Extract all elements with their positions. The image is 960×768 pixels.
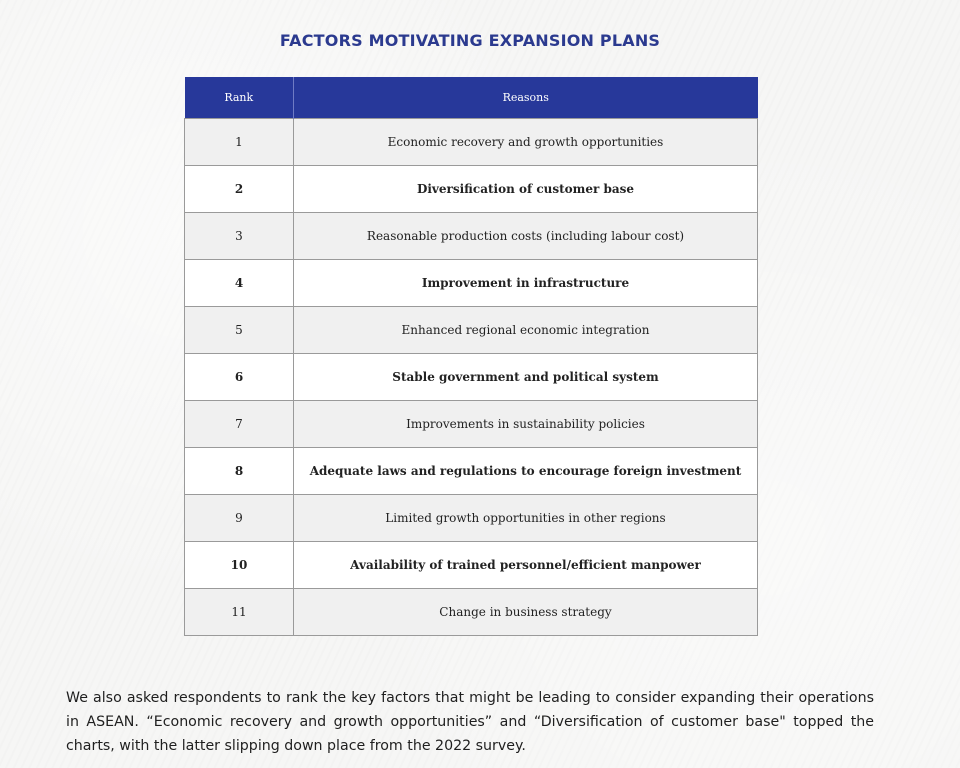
- table-row: [185, 166, 758, 213]
- reason-cell: Economic recovery and growth opportunities: [294, 119, 758, 166]
- table-row: [185, 307, 758, 354]
- rank-cell: 3: [185, 213, 294, 260]
- page-title: FACTORS MOTIVATING EXPANSION PLANS: [279, 31, 661, 50]
- table-row: [185, 401, 758, 448]
- reason-cell: Limited growth opportunities in other regions: [294, 495, 758, 542]
- rank-cell: 2: [185, 166, 294, 213]
- reason-cell: Improvement in infrastructure: [294, 260, 758, 307]
- table-row: [185, 542, 758, 589]
- reason-cell: Adequate laws and regulations to encourage foreign investment: [294, 448, 758, 495]
- table-header-row: [185, 77, 758, 119]
- reason-cell: Enhanced regional economic integration: [294, 307, 758, 354]
- reason-cell: Availability of trained personnel/efficient manpower: [294, 542, 758, 589]
- reason-cell: Change in business strategy: [294, 589, 758, 636]
- rank-cell: 10: [185, 542, 294, 589]
- rank-cell: 8: [185, 448, 294, 495]
- reason-cell: Stable government and political system: [294, 354, 758, 401]
- table-row: [185, 119, 758, 166]
- table-row: [185, 354, 758, 401]
- table-row: [185, 495, 758, 542]
- reasons-column-header: Reasons: [294, 77, 758, 119]
- rank-column-header: Rank: [185, 77, 294, 119]
- factors-table: [184, 77, 758, 636]
- reason-cell: Reasonable production costs (including labour cost): [294, 213, 758, 260]
- rank-cell: 11: [185, 589, 294, 636]
- table-row: [185, 260, 758, 307]
- table-row: [185, 213, 758, 260]
- rank-cell: 1: [185, 119, 294, 166]
- rank-cell: 9: [185, 495, 294, 542]
- reason-cell: Improvements in sustainability policies: [294, 401, 758, 448]
- description-paragraph: We also asked respondents to rank the key factors that might be leading to consider expanding their operations in ASEAN. “Economic recovery and growth opportunities” and “Diversification of customer base" topped the charts, with the latter slipping down place from the 2022 survey.: [66, 690, 874, 754]
- table-row: [185, 448, 758, 495]
- rank-cell: 5: [185, 307, 294, 354]
- table-row: [185, 589, 758, 636]
- rank-cell: 7: [185, 401, 294, 448]
- reason-cell: Diversification of customer base: [294, 166, 758, 213]
- rank-cell: 6: [185, 354, 294, 401]
- rank-cell: 4: [185, 260, 294, 307]
